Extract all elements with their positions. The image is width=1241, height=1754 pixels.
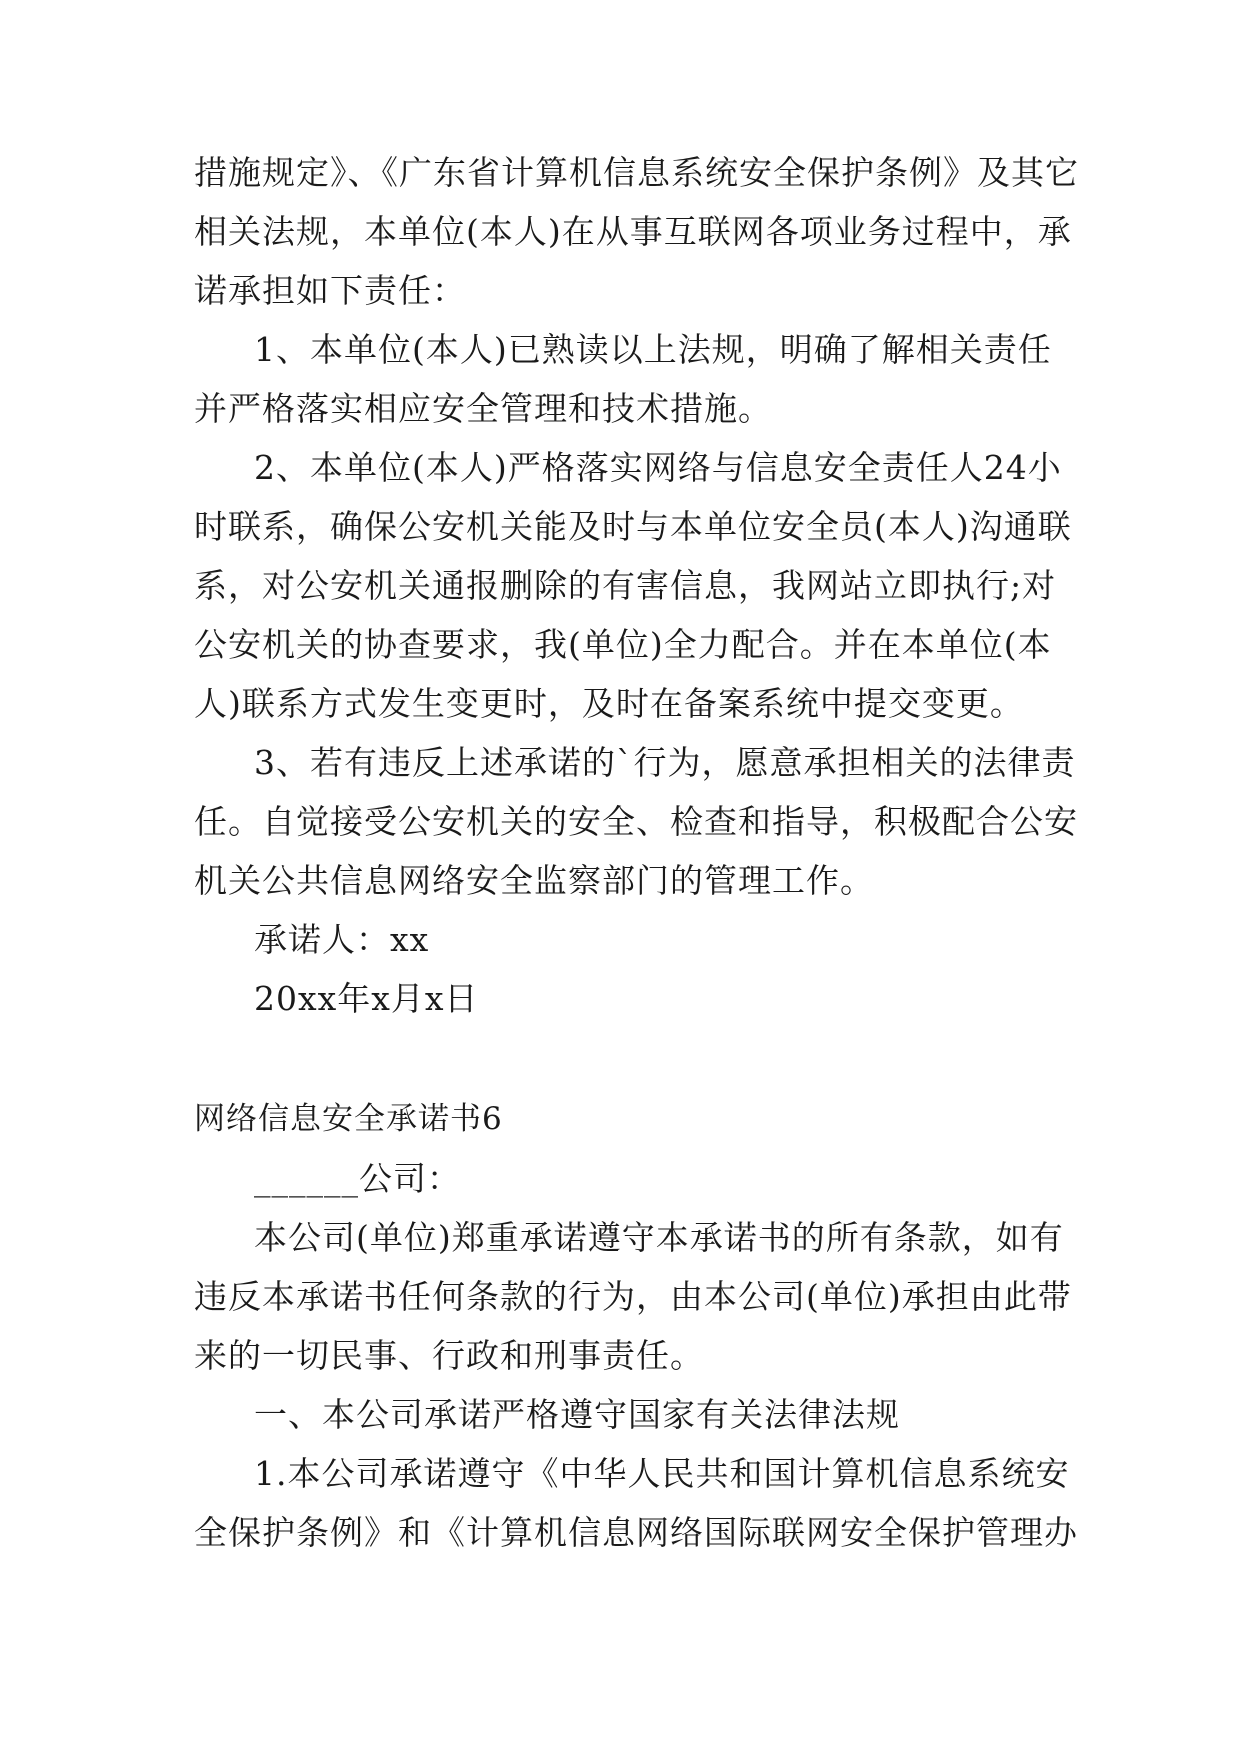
addressee-line: ______公司：: [254, 1159, 461, 1198]
paragraph-item-2: [194, 438, 1072, 733]
text-line: 本公司(单位)郑重承诺遵守本承诺书的所有条款，如有: [254, 1218, 1064, 1257]
text-line: 违反本承诺书任何条款的行为，由本公司(单位)承担由此带: [194, 1277, 1072, 1316]
paragraph-intro: [194, 143, 1079, 320]
text-line: 1.本公司承诺遵守《中华人民共和国计算机信息系统安: [254, 1454, 1070, 1493]
text-line: 诺承担如下责任：: [194, 271, 466, 310]
text-line: 全保护条例》和《计算机信息网络国际联网安全保护管理办: [194, 1513, 1078, 1552]
text-line: 机关公共信息网络安全监察部门的管理工作。: [194, 861, 874, 900]
paragraph-item-1: [194, 320, 1054, 438]
document-page: [194, 143, 1079, 1562]
text-line: 措施规定》、《广东省计算机信息系统安全保护条例》及其它: [194, 153, 1079, 192]
text-line: 公安机关的协查要求，我(单位)全力配合。并在本单位(本: [194, 625, 1052, 664]
section-title: 网络信息安全承诺书6: [194, 1101, 503, 1137]
text-line: 人)联系方式发生变更时，及时在备案系统中提交变更。: [194, 684, 1024, 723]
paragraph-commitment: [194, 1208, 1072, 1385]
text-line: 并严格落实相应安全管理和技术措施。: [194, 389, 772, 428]
text-line: 相关法规，本单位(本人)在从事互联网各项业务过程中，承: [194, 212, 1072, 251]
paragraph-item-1b: [194, 1444, 1078, 1562]
subsection-heading: 一、本公司承诺严格遵守国家有关法律法规: [254, 1395, 900, 1434]
text-line: 任。自觉接受公安机关的安全、检查和指导，积极配合公安: [194, 802, 1078, 841]
text-line: 2、本单位(本人)严格落实网络与信息安全责任人24小: [254, 448, 1062, 487]
section-gap: [194, 1028, 1054, 1090]
signer-line: 承诺人：xx: [254, 920, 430, 959]
text-line: 时联系，确保公安机关能及时与本单位安全员(本人)沟通联: [194, 507, 1072, 546]
text-line: 1、本单位(本人)已熟读以上法规，明确了解相关责任: [254, 330, 1052, 369]
date-line: 20xx年x月x日: [254, 979, 479, 1018]
paragraph-item-3: [194, 733, 1078, 910]
text-line: 系，对公安机关通报删除的有害信息，我网站立即执行;对: [194, 566, 1057, 605]
text-line: 3、若有违反上述承诺的`行为，愿意承担相关的法律责: [254, 743, 1076, 782]
text-line: 来的一切民事、行政和刑事责任。: [194, 1336, 704, 1375]
